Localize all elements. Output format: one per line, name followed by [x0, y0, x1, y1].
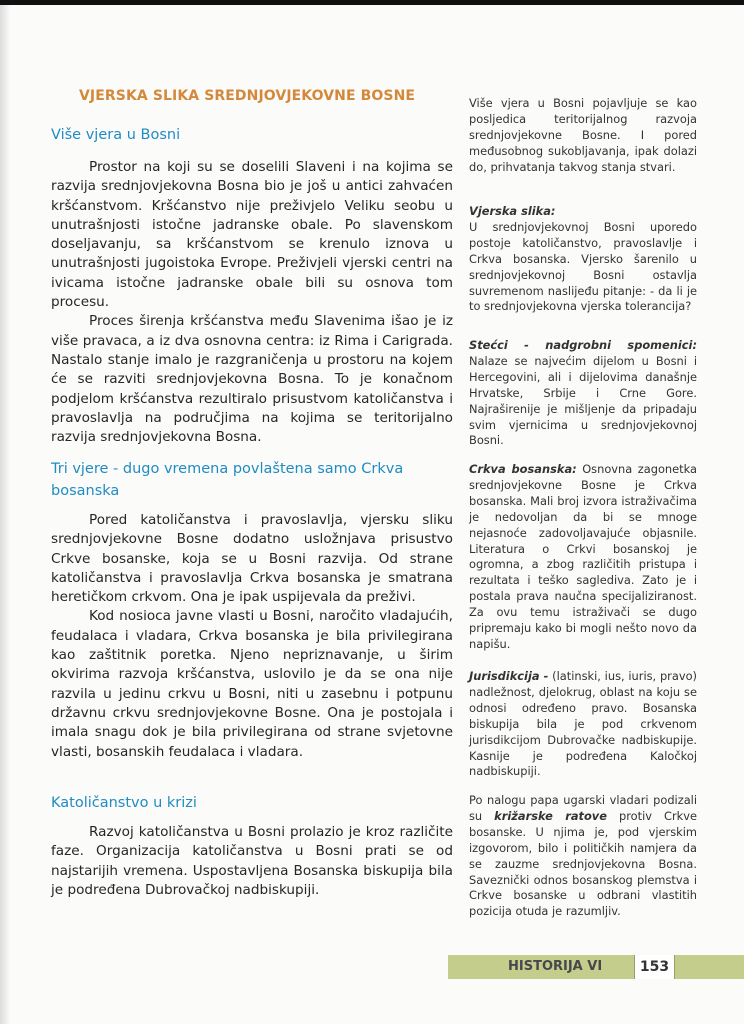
sidebar-note-krizarski-ratovi: [469, 793, 697, 920]
page-number-box: [634, 955, 675, 979]
note-term: Jurisdikcija -: [469, 669, 549, 683]
sidebar-note-crkva-bosanska: [469, 462, 697, 653]
note-term: Vjerska slika:: [469, 204, 556, 218]
note-text: Nalaze se najvećim dijelom u Bosni i Hercegovini, ali i dijelovima današnje Hrvatske, Srbije i Crne Gore. Najraširenije je mišljenje da pripadaju svim vjernicima u srednjovjekovnoj Bosni.: [469, 353, 697, 448]
section-body-vise-vjera: [51, 158, 453, 447]
footer-book-title: HISTORIJA VI: [508, 959, 603, 974]
sidebar-note-jurisdikcija: [469, 669, 697, 780]
note-text: protiv Crkve bosanske. U njima je, pod vjerskim izgovorom, bilo i političkih namjera da se zauzme srednjovjekovna Bosna. Saveznički odnos bosanskog plemstva i Crkve bosanske u odbrani vlastitih pozicija otuda je razumljiv.: [469, 808, 697, 919]
heading-line: Tri vjere - dugo vremena povlaštena samo Crkva: [51, 461, 404, 477]
note-text: U srednjovjekovnoj Bosni uporedo postoje katoličanstvo, pravoslavlje i Crkva bosanska. Vjersko šarenilo u srednjovjekovnoj Bosni ostavlja suvremenom naslijeđu pitanje: - da li je to srednjovjekovna vjerska tolerancija?: [469, 219, 697, 314]
page-edge-shadow: [0, 0, 10, 1024]
page-number: 153: [639, 959, 670, 975]
section-heading-vise-vjera: Više vjera u Bosni: [51, 127, 181, 143]
note-term: Stećci - nadgrobni spomenici:: [469, 338, 697, 352]
heading-line: bosanska: [51, 483, 120, 499]
note-text: Po nalogu papa ugarski vladari podizali su: [469, 793, 697, 823]
top-edge-rule: [0, 0, 744, 5]
note-text: Osnovna zagonetka srednjovjekovne Bosne je Crkva bosanska. Mali broj izvora istraživačima je nedovoljan da bi se mnoge nejasnoće zadovoljavajuće objasnile. Literatura o Crkvi bosanskoj je ogromna, a zbog različitih pristupa i rezultata i teško saglediva. Zato je i postala prava naučna specijaliziranost. Za ovu temu istraživači se dugo pripremaju kako bi mogli nešto novo da napišu.: [469, 462, 697, 651]
note-term: križarske ratove: [494, 808, 607, 823]
paragraph: Prostor na koji su se doselili Slaveni i na kojima se razvija srednjovjekovna Bosna bio je još u antici zahvaćen kršćanstvom. Kršćanstvo nije preživjelo Veliku seobu u unutrašnjosti istočne jadranske obale. Po slavenskom doseljavanju, sa kršćanstvom se krenulo iznova u unutrašnjosti jugoistoka Evrope. Preživjeli vjerski centri na ivicama istočne jadranske obale bili su osnova tom procesu.: [51, 159, 453, 311]
section-heading-katolicanstvo: Katoličanstvo u krizi: [51, 795, 197, 811]
sidebar-note-stecci: [469, 338, 697, 449]
section-body-tri-vjere: [51, 511, 453, 762]
page-title: VJERSKA SLIKA SREDNJOVJEKOVNE BOSNE: [79, 88, 416, 104]
sidebar-note-intro: [469, 96, 697, 176]
paragraph: Kod nosioca javne vlasti u Bosni, naročito vladajućih, feudalaca i vladara, Crkva bosanska je bila privilegirana kao zaštitnik poretka. Njeno nepriznavanje, u širim okvirima razvoja kršćanstva, uslovilo je da se ona nije razvila u jedinu crkvu u Bosni, niti u zasebnu i potpunu državnu crkvu srednjovjekovne Bosne. Ona je postojala i imala snagu dok je bila privilegirana od strane svjetovne vlasti, bosanskih feudalaca i vladara.: [51, 608, 453, 760]
note-text: (latinski, ius, iuris, pravo) nadležnost, djelokrug, oblast na koju se odnosi određeno pravo. Bosanska biskupija bila je pod crkvenom jurisdikcijom Dubrovačke nadbiskupije. Kasnije je podređena Kaločkoj nadbiskupiji.: [469, 669, 697, 779]
sidebar-note-vjerska-slika: [469, 204, 697, 315]
section-body-katolicanstvo: [51, 823, 453, 900]
section-heading-tri-vjere: [51, 458, 403, 502]
note-term: Crkva bosanska:: [469, 462, 577, 476]
paragraph: Razvoj katoličanstva u Bosni prolazio je kroz različite faze. Organizacija katoličanstva u Bosni prati se od najstarijih vremena. Uspostavljena Bosanska biskupija bila je podređena Dubrovačkoj nadbiskupiji.: [51, 824, 453, 898]
note-text: Više vjera u Bosni pojavljuje se kao posljedica teritorijalnog razvoja srednjovjekovne Bosne. I pored međusobnog sukobljavanja, ipak dolazi do, prihvatanja takvog stanja stvari.: [469, 96, 697, 174]
paragraph: Pored katoličanstva i pravoslavlja, vjersku sliku srednjovjekovne Bosne dodatno usložnjava prisustvo Crkve bosanske, koja se u Bosni razvija. Od strane katoličanstva i pravoslavlja Crkva bosanska je smatrana heretičkom crkvom. Ona je ipak uspijevala da preživi.: [51, 512, 453, 606]
paragraph: Proces širenja kršćanstva među Slavenima išao je iz više pravaca, a iz dva osnovna centra: iz Rima i Carigrada. Nastalo stanje imalo je razgraničenja u prostoru na kojem će se razviti srednjovjekovna Bosna. To je konačnom podjelom kršćanstva rezultiralo prisustvom katoličanstva i pravoslavlja na područjima na kojima se teritorijalno razvija srednjovjekovna Bosna.: [51, 313, 453, 446]
